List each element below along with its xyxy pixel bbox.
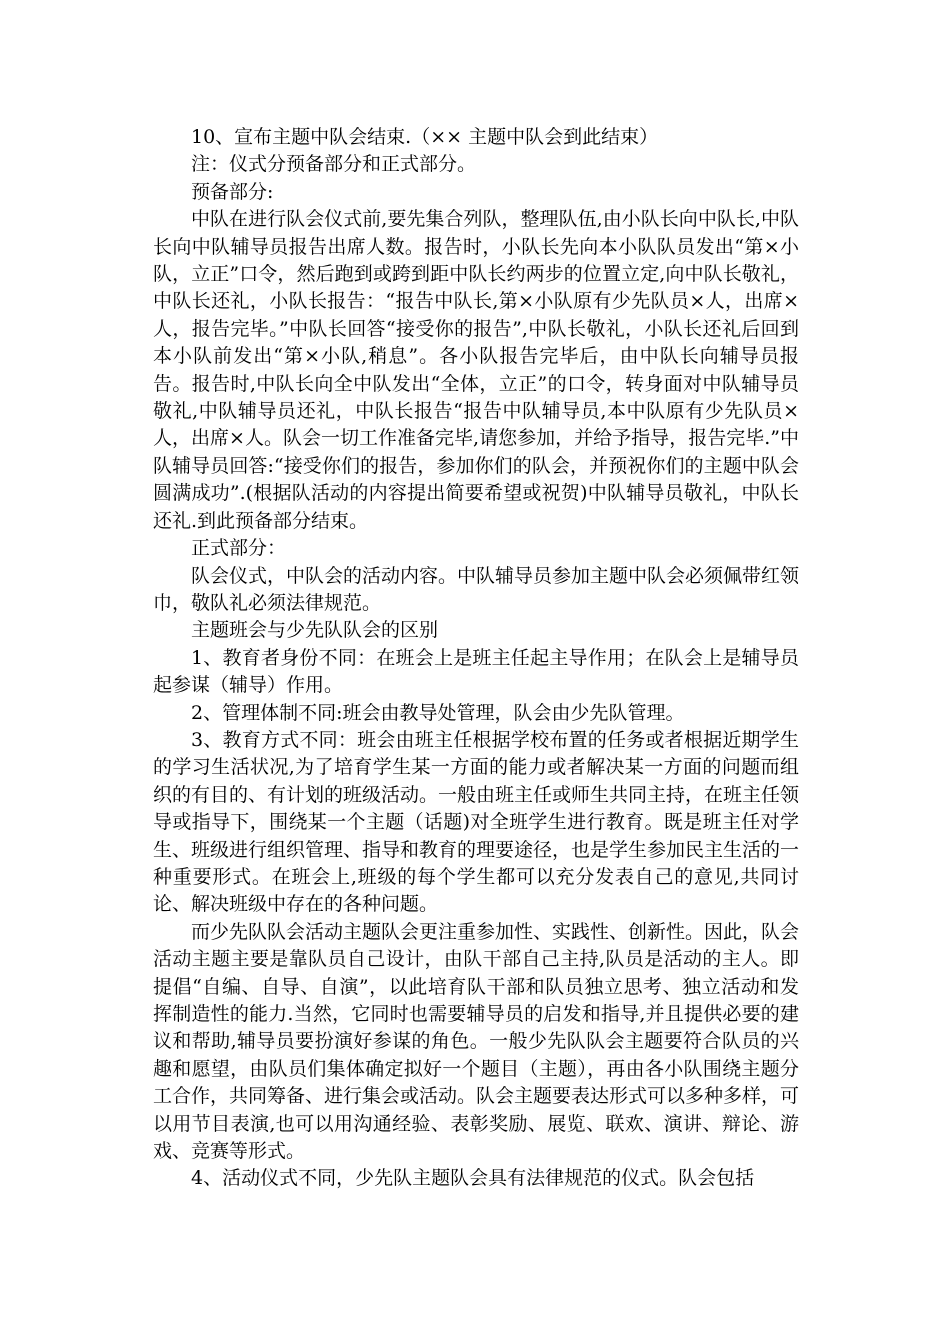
paragraph-note: 注：仪式分预备部分和正式部分。 — [191, 153, 477, 176]
paragraph-formal: 队会仪式，中队会的活动内容。中队辅导员参加主题中队会必须佩带红领巾，敬队礼必须法律规范。 — [153, 564, 800, 614]
paragraph-point-3: 3、教育方式不同：班会由班主任根据学校布置的任务或者根据近期学生的学习生活状况,为了培育学生某一方面的能力或者解决某一方面的问题而组织的有目的、有计划的班级活动。一般由班主任或师生共同主持，在班主任领导或指导下，围绕某一个主题（话题)对全班学生进行教育。既是班主任对学生、班级进行组织管理、指导和教育的理要途径，也是学生参加民主生活的一种重要形式。在班会上,班级的每个学生都可以充分发表自己的意见,共同讨论、解决班级中存在的各种问题。 — [153, 728, 800, 916]
heading-difference: 主题班会与少先队队会的区别 — [191, 619, 439, 642]
paragraph-team-meeting: 而少先队队会活动主题队会更注重参加性、实践性、创新性。因此，队会活动主题主要是靠队员自己设计，由队干部自己主持,队员是活动的主人。即提倡“自编、自导、自演”，以此培育队干部和队员独立思考、独立活动和发挥制造性的能力.当然，它同时也需要辅导员的启发和指导,并且提供必要的建议和帮助,辅导员要扮演好参谋的角色。一般少先队队会主题要符合队员的兴趣和愿望，由队员们集体确定拟好一个题目（主题），再由各小队围绕主题分工合作，共同筹备、进行集会或活动。队会主题要表达形式可以多种多样，可以用节目表演,也可以用沟通经验、表彰奖励、展览、联欢、演讲、辩论、游戏、竞赛等形式。 — [153, 920, 800, 1163]
paragraph-preparation: 中队在进行队会仪式前,要先集合列队，整理队伍,由小队长向中队长,中队长向中队辅导员报告出席人数。报告时，小队长先向本小队队员发出“第×小队，立正”口令，然后跑到或跨到距中队长约两步的位置立定,向中队长敬礼，中队长还礼，小队长报告：“报告中队长,第×小队原有少先队员×人，出席×人，报告完毕。”中队长回答“接受你的报告”,中队长敬礼，小队长还礼后回到本小队前发出“第×小队,稍息”。各小队报告完毕后，由中队长向辅导员报告。报告时,中队长向全中队发出“全体，立正”的口令，转身面对中队辅导员敬礼,中队辅导员还礼，中队长报告“报告中队辅导员,本中队原有少先队员×人，出席×人。队会一切工作准备完毕,请您参加，并给予指导，报告完毕.”中队辅导员回答:“接受你们的报告，参加你们的队会，并预祝你们的主题中队会圆满成功”.(根据队活动的内容提出简要希望或祝贺)中队辅导员敬礼，中队长还礼.到此预备部分结束。 — [153, 208, 799, 532]
document-page — [153, 124, 799, 1193]
heading-preparation: 预备部分: — [191, 180, 274, 203]
paragraph-point-1: 1、教育者身份不同：在班会上是班主任起主导作用；在队会上是辅导员起参谋（辅导）作用。 — [153, 646, 799, 697]
paragraph-point-4: 4、活动仪式不同，少先队主题队会具有法律规范的仪式。队会包括 — [191, 1167, 755, 1190]
paragraph-closing: 10、宣布主题中队会结束.（×× 主题中队会到此结束） — [191, 126, 659, 148]
heading-formal: 正式部分： — [191, 537, 287, 560]
paragraph-point-2: 2、管理体制不同:班会由教导处管理，队会由少先队管理。 — [191, 701, 685, 724]
